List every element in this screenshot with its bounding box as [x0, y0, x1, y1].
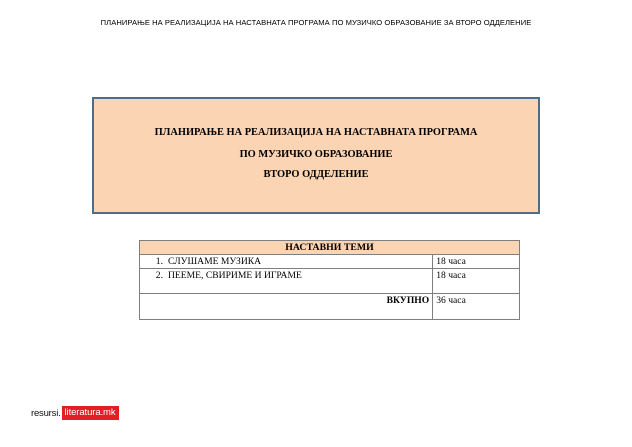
hours-cell: 18 часа — [433, 255, 520, 269]
topic-cell — [140, 269, 433, 294]
topic-number: 2. — [155, 270, 163, 281]
logo-badge: literatura.mk — [62, 406, 119, 420]
running-header: ПЛАНИРАЊЕ НА РЕАЛИЗАЦИЈА НА НАСТАВНАТА ПРОГРАМА ПО МУЗИЧКО ОБРАЗОВАНИЕ ЗА ВТОРО ОДДЕЛЕНИЕ — [100, 18, 532, 27]
title-line-2: ПО МУЗИЧКО ОБРАЗОВАНИЕ — [239, 149, 393, 160]
logo-prefix: resursi. — [31, 407, 61, 419]
topic-name: ПЕЕМЕ, СВИРИМЕ И ИГРАМЕ — [168, 270, 302, 281]
topic-cell — [140, 255, 433, 269]
topics-table — [139, 240, 520, 320]
topic-number: 1. — [155, 256, 163, 267]
total-hours: 36 часа — [433, 294, 520, 320]
table-row — [140, 255, 520, 269]
site-logo[interactable] — [31, 405, 119, 421]
table-row — [140, 269, 520, 294]
hours-cell: 18 часа — [433, 269, 520, 294]
title-line-3: ВТОРО ОДДЕЛЕНИЕ — [263, 169, 369, 180]
title-box — [92, 97, 540, 214]
table-header: НАСТАВНИ ТЕМИ — [140, 241, 520, 255]
topic-name: СЛУШАМЕ МУЗИКА — [168, 256, 262, 267]
total-row — [140, 294, 520, 320]
total-label: ВКУПНО — [140, 294, 433, 320]
title-line-1: ПЛАНИРАЊЕ НА РЕАЛИЗАЦИЈА НА НАСТАВНАТА ПРОГРАМА — [154, 127, 478, 138]
